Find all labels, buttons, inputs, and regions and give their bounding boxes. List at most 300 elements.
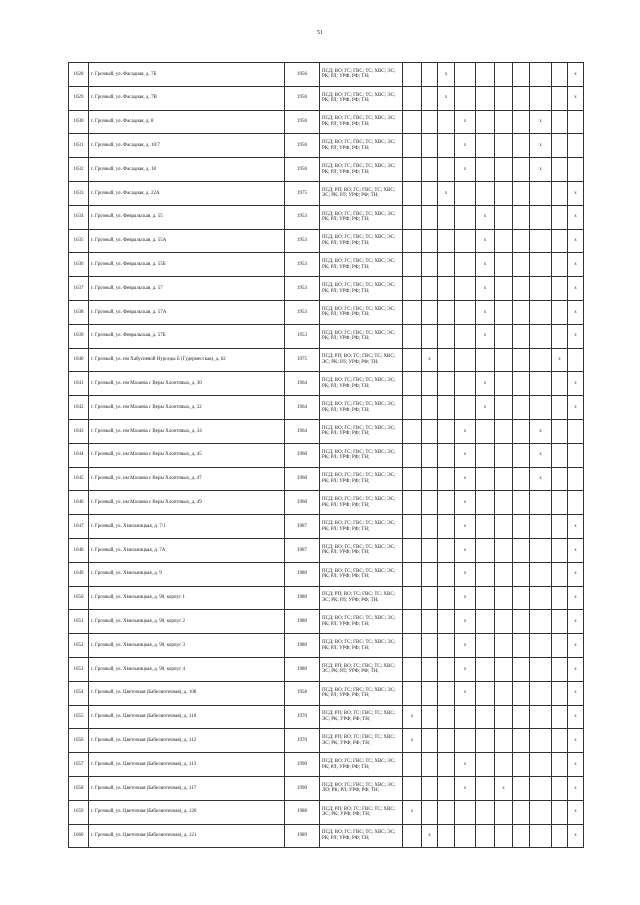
address-cell: г. Грозный, ул. Фасадная, д. 18 (89, 158, 285, 182)
table-row (69, 253, 584, 277)
mark-cell (476, 110, 495, 134)
year-cell: 1956 (285, 134, 320, 158)
mark-cell (495, 63, 513, 87)
mark-cell (403, 443, 422, 467)
mark-cell (476, 515, 495, 539)
works-cell: ПСД; ВО; ГС; ГВС; ТС; ХВС; ЭС; РК; РЛ; УРФ; РФ; ТН; (320, 396, 403, 420)
row-number-cell: 1634 (69, 205, 89, 229)
mark-cell (476, 657, 495, 681)
row-number-cell: 1636 (69, 253, 89, 277)
year-cell: 1987 (285, 538, 320, 562)
mark-cell (403, 753, 422, 777)
mark-cell (552, 396, 568, 420)
mark-cell: x (552, 348, 568, 372)
mark-cell: x (568, 753, 584, 777)
mark-cell (513, 396, 530, 420)
mark-cell (552, 253, 568, 277)
mark-cell (438, 324, 455, 348)
mark-cell: x (422, 824, 438, 848)
works-cell: ПСД; РП; ВО; ГС; ГВС; ТС; ХВС; ЭС; РК; УРФ; РФ; ТН; (320, 729, 403, 753)
works-cell: ПСД; ВО; ГС; ГВС; ТС; ХВС; ЭС; РК; РЛ; УРФ; РФ; ТН; (320, 634, 403, 658)
mark-cell: x (476, 253, 495, 277)
works-cell: ПСД; ВО; ГС; ГВС; ТС; ХВС; ЭС; РК; РЛ; УРФ; РФ; ТН; (320, 419, 403, 443)
year-cell: 1956 (285, 158, 320, 182)
table-row (69, 348, 584, 372)
address-cell: г. Грозный, ул. Фасадная, д. 8 (89, 110, 285, 134)
row-number-cell: 1632 (69, 158, 89, 182)
mark-cell: x (530, 443, 552, 467)
mark-cell (513, 277, 530, 301)
mark-cell (403, 300, 422, 324)
address-cell: г. Грозный, ул. им Мазаева с Веры Хлоптовых, д. 30 (89, 372, 285, 396)
mark-cell: x (422, 348, 438, 372)
mark-cell (455, 729, 476, 753)
mark-cell (495, 753, 513, 777)
address-cell: г. Грозный, ул. Февральская, д. 57А (89, 300, 285, 324)
mark-cell (476, 467, 495, 491)
mark-cell (513, 181, 530, 205)
mark-cell (438, 634, 455, 658)
mark-cell (438, 538, 455, 562)
row-number-cell: 1645 (69, 467, 89, 491)
mark-cell (495, 586, 513, 610)
address-cell: г. Грозный, ул. Февральская, д. 55А (89, 229, 285, 253)
mark-cell (422, 63, 438, 87)
mark-cell (403, 776, 422, 800)
mark-cell (530, 300, 552, 324)
mark-cell (438, 657, 455, 681)
mark-cell: x (438, 63, 455, 87)
mark-cell (455, 324, 476, 348)
mark-cell (422, 110, 438, 134)
table-row (69, 110, 584, 134)
mark-cell: x (568, 277, 584, 301)
mark-cell (422, 800, 438, 824)
mark-cell: x (476, 277, 495, 301)
year-cell: 1987 (285, 515, 320, 539)
mark-cell (403, 586, 422, 610)
mark-cell (513, 515, 530, 539)
mark-cell (530, 586, 552, 610)
mark-cell (552, 657, 568, 681)
mark-cell (513, 205, 530, 229)
mark-cell (422, 253, 438, 277)
address-cell: г. Грозный, ул. Фасадная, д. 7Б (89, 63, 285, 87)
mark-cell (530, 181, 552, 205)
mark-cell (403, 538, 422, 562)
table-row (69, 396, 584, 420)
mark-cell (513, 634, 530, 658)
mark-cell (530, 538, 552, 562)
address-cell: г. Грозный, ул. Цветочная (Бабелиотечная), д. 110 (89, 705, 285, 729)
mark-cell (513, 753, 530, 777)
mark-cell (552, 229, 568, 253)
mark-cell (568, 110, 584, 134)
mark-cell (403, 681, 422, 705)
page-number: 51 (317, 30, 323, 36)
mark-cell (552, 705, 568, 729)
mark-cell (552, 824, 568, 848)
mark-cell (530, 205, 552, 229)
mark-cell (422, 491, 438, 515)
mark-cell (530, 562, 552, 586)
table-row (69, 681, 584, 705)
mark-cell (476, 491, 495, 515)
table-row (69, 800, 584, 824)
row-number-cell: 1655 (69, 705, 89, 729)
mark-cell: x (455, 158, 476, 182)
address-cell: г. Грозный, ул. Цветочная (Бабелиотечная), д. 120 (89, 800, 285, 824)
mark-cell (403, 372, 422, 396)
row-number-cell: 1637 (69, 277, 89, 301)
mark-cell: x (455, 443, 476, 467)
mark-cell (438, 205, 455, 229)
mark-cell (495, 253, 513, 277)
mark-cell (438, 372, 455, 396)
mark-cell: x (530, 110, 552, 134)
registry-table (68, 62, 584, 848)
works-cell: ПСД; ВО; ГС; ГВС; ТС; ХВС; ЭС; РК; РЛ; УРФ; РФ; ТН; (320, 515, 403, 539)
mark-cell (438, 729, 455, 753)
mark-cell (476, 63, 495, 87)
mark-cell: x (455, 562, 476, 586)
works-cell: ПСД; ВО; ГС; ГВС; ТС; ХВС; ЭС; РК; РЛ; УРФ; РФ; ТН; (320, 110, 403, 134)
year-cell: 1980 (285, 610, 320, 634)
table-row (69, 443, 584, 467)
mark-cell (513, 657, 530, 681)
address-cell: г. Грозный, ул. им Мазаева с Веры Хлоптовых, д. 34 (89, 419, 285, 443)
mark-cell (403, 610, 422, 634)
mark-cell: x (530, 419, 552, 443)
mark-cell (438, 705, 455, 729)
mark-cell (455, 229, 476, 253)
mark-cell (552, 538, 568, 562)
works-cell: ПСД; ВО; ГС; ГВС; ТС; ХВС; ЭС; РК; РЛ; УРФ; РФ; ТН; (320, 277, 403, 301)
mark-cell (552, 134, 568, 158)
mark-cell: x (568, 824, 584, 848)
mark-cell (455, 372, 476, 396)
mark-cell (495, 181, 513, 205)
mark-cell: x (476, 372, 495, 396)
year-cell: 1953 (285, 229, 320, 253)
address-cell: г. Грозный, ул. Фасадная, д. 7В (89, 86, 285, 110)
works-cell: ПСД; ВО; ГС; ГВС; ТС; ХВС; ЭС; РК; РЛ; УРФ; РФ; ТН; (320, 681, 403, 705)
mark-cell (438, 753, 455, 777)
row-number-cell: 1651 (69, 610, 89, 634)
mark-cell (455, 800, 476, 824)
mark-cell (422, 419, 438, 443)
address-cell: г. Грозный, ул. Февральская, д. 55Б (89, 253, 285, 277)
mark-cell (552, 491, 568, 515)
works-cell: ПСД; РП; ВО; ГС; ГВС; ТС; ХВС; ЭС; РК; РЛ; УРФ; РФ; ТН; (320, 348, 403, 372)
mark-cell (455, 181, 476, 205)
mark-cell: x (476, 396, 495, 420)
mark-cell (422, 300, 438, 324)
year-cell: 1956 (285, 86, 320, 110)
mark-cell (403, 253, 422, 277)
address-cell: г. Грозный, ул. Февральская, д. 55 (89, 205, 285, 229)
table-row (69, 86, 584, 110)
row-number-cell: 1649 (69, 562, 89, 586)
mark-cell (495, 610, 513, 634)
mark-cell (552, 324, 568, 348)
mark-cell (568, 419, 584, 443)
mark-cell: x (403, 729, 422, 753)
mark-cell (403, 562, 422, 586)
mark-cell: x (455, 776, 476, 800)
mark-cell: x (568, 229, 584, 253)
row-number-cell: 1646 (69, 491, 89, 515)
table-row (69, 634, 584, 658)
mark-cell (495, 324, 513, 348)
mark-cell (495, 800, 513, 824)
mark-cell: x (568, 610, 584, 634)
works-cell: ПСД; ВО; ГС; ГВС; ТС; ХВС; ЭС; РК; РЛ; УРФ; РФ; ТН; (320, 205, 403, 229)
mark-cell (438, 229, 455, 253)
mark-cell (476, 158, 495, 182)
address-cell: г. Грозный, ул. им Мазаева с Веры Хлоптовых, д. 45 (89, 443, 285, 467)
mark-cell (495, 158, 513, 182)
mark-cell (422, 657, 438, 681)
mark-cell (552, 776, 568, 800)
mark-cell (438, 300, 455, 324)
mark-cell: x (476, 205, 495, 229)
mark-cell (530, 800, 552, 824)
works-cell: ПСД; ВО; ГС; ГВС; ТС; ХВС; ЭС; ЛО; РК; РЛ; УРФ; РФ; ТН; (320, 776, 403, 800)
works-cell: ПСД; РП; ВО; ГС; ГВС; ТС; ХВС; ЭС; РК; УРФ; РФ; ТН; (320, 705, 403, 729)
mark-cell (495, 729, 513, 753)
year-cell: 1964 (285, 372, 320, 396)
table-row (69, 134, 584, 158)
works-cell: ПСД; ВО; ГС; ГВС; ТС; ХВС; ЭС; РК; РЛ; УРФ; РФ; ТН; (320, 372, 403, 396)
mark-cell (438, 158, 455, 182)
table-row (69, 205, 584, 229)
year-cell: 1953 (285, 277, 320, 301)
year-cell: 1975 (285, 181, 320, 205)
mark-cell (438, 800, 455, 824)
year-cell: 1956 (285, 110, 320, 134)
year-cell: 1980 (285, 657, 320, 681)
address-cell: г. Грозный, ул. Хмельницкая, д. 7А (89, 538, 285, 562)
mark-cell (495, 277, 513, 301)
works-cell: ПСД; ВО; ГС; ГВС; ТС; ХВС; ЭС; РК; РЛ; УРФ; РФ; ТН; (320, 158, 403, 182)
mark-cell: x (455, 491, 476, 515)
mark-cell (438, 824, 455, 848)
mark-cell (513, 348, 530, 372)
table-row (69, 491, 584, 515)
address-cell: г. Грозный, ул. Хмельницкая, д. 90, корпус 4 (89, 657, 285, 681)
mark-cell (476, 348, 495, 372)
mark-cell: x (568, 300, 584, 324)
address-cell: г. Грозный, ул. Цветочная (Бабелиотечная), д. 113 (89, 753, 285, 777)
year-cell: 1990 (285, 776, 320, 800)
mark-cell (403, 396, 422, 420)
mark-cell (530, 63, 552, 87)
mark-cell (438, 586, 455, 610)
mark-cell (530, 753, 552, 777)
mark-cell: x (568, 515, 584, 539)
year-cell: 1956 (285, 63, 320, 87)
mark-cell: x (476, 300, 495, 324)
address-cell: г. Грозный, ул. Хмельницкая, д. 90, корпус 1 (89, 586, 285, 610)
mark-cell: x (455, 419, 476, 443)
mark-cell (552, 681, 568, 705)
mark-cell (495, 491, 513, 515)
table-row (69, 229, 584, 253)
mark-cell (476, 800, 495, 824)
mark-cell (438, 396, 455, 420)
mark-cell (438, 515, 455, 539)
mark-cell (552, 515, 568, 539)
mark-cell: x (455, 515, 476, 539)
row-number-cell: 1656 (69, 729, 89, 753)
works-cell: ПСД; ВО; ГС; ГВС; ТС; ХВС; ЭС; РК; РЛ; УРФ; РФ; ТН; (320, 824, 403, 848)
mark-cell: x (455, 586, 476, 610)
mark-cell (513, 372, 530, 396)
mark-cell: x (568, 800, 584, 824)
row-number-cell: 1633 (69, 181, 89, 205)
mark-cell (495, 110, 513, 134)
mark-cell (513, 491, 530, 515)
works-cell: ПСД; РП; ВО; ГС; ГВС; ТС; ХВС; ЭС; РК; РЛ; УРФ; РФ; ТН; (320, 181, 403, 205)
table-row (69, 372, 584, 396)
mark-cell (513, 681, 530, 705)
mark-cell: x (455, 753, 476, 777)
mark-cell (422, 396, 438, 420)
mark-cell (495, 419, 513, 443)
table-row (69, 63, 584, 87)
mark-cell (422, 372, 438, 396)
mark-cell (438, 253, 455, 277)
mark-cell (513, 800, 530, 824)
mark-cell (455, 277, 476, 301)
mark-cell (552, 419, 568, 443)
address-cell: г. Грозный, ул. Цветочная (Бабелиотечная), д. 117 (89, 776, 285, 800)
table-row (69, 467, 584, 491)
mark-cell (476, 181, 495, 205)
year-cell: 1953 (285, 205, 320, 229)
mark-cell: x (568, 63, 584, 87)
year-cell: 1970 (285, 705, 320, 729)
mark-cell (476, 86, 495, 110)
mark-cell (422, 729, 438, 753)
row-number-cell: 1657 (69, 753, 89, 777)
works-cell: ПСД; ВО; ГС; ГВС; ТС; ХВС; ЭС; РК; РЛ; УРФ; РФ; ТН; (320, 86, 403, 110)
mark-cell (513, 443, 530, 467)
row-number-cell: 1648 (69, 538, 89, 562)
mark-cell (403, 657, 422, 681)
address-cell: г. Грозный, ул. Фасадная, д. 10/7 (89, 134, 285, 158)
table-row (69, 158, 584, 182)
mark-cell (568, 348, 584, 372)
mark-cell (552, 158, 568, 182)
address-cell: г. Грозный, ул. Хмельницкая, д. 90, корпус 2 (89, 610, 285, 634)
mark-cell (476, 134, 495, 158)
table-row (69, 824, 584, 848)
mark-cell (438, 134, 455, 158)
mark-cell (552, 562, 568, 586)
mark-cell (422, 229, 438, 253)
mark-cell (530, 253, 552, 277)
mark-cell: x (568, 205, 584, 229)
table-row (69, 705, 584, 729)
mark-cell (403, 110, 422, 134)
mark-cell (403, 158, 422, 182)
row-number-cell: 1640 (69, 348, 89, 372)
table-row (69, 610, 584, 634)
mark-cell (422, 467, 438, 491)
year-cell: 1988 (285, 800, 320, 824)
mark-cell: x (438, 181, 455, 205)
mark-cell (495, 205, 513, 229)
mark-cell (552, 443, 568, 467)
mark-cell (403, 634, 422, 658)
mark-cell (513, 324, 530, 348)
mark-cell (455, 824, 476, 848)
mark-cell (495, 515, 513, 539)
mark-cell (552, 634, 568, 658)
mark-cell (513, 467, 530, 491)
mark-cell: x (530, 467, 552, 491)
mark-cell (552, 729, 568, 753)
mark-cell (422, 705, 438, 729)
mark-cell (530, 515, 552, 539)
year-cell: 1960 (285, 443, 320, 467)
row-number-cell: 1642 (69, 396, 89, 420)
year-cell: 1980 (285, 634, 320, 658)
address-cell: г. Грозный, ул. Цветочная (Бабелиотечная), д. 112 (89, 729, 285, 753)
mark-cell (476, 634, 495, 658)
table-row (69, 419, 584, 443)
mark-cell (513, 562, 530, 586)
mark-cell (476, 443, 495, 467)
works-cell: ПСД; ВО; ГС; ГВС; ТС; ХВС; ЭС; РК; РЛ; УРФ; РФ; ТН; (320, 610, 403, 634)
mark-cell (552, 753, 568, 777)
mark-cell (403, 491, 422, 515)
mark-cell (495, 229, 513, 253)
mark-cell (552, 110, 568, 134)
mark-cell (422, 538, 438, 562)
mark-cell (513, 110, 530, 134)
row-number-cell: 1639 (69, 324, 89, 348)
row-number-cell: 1638 (69, 300, 89, 324)
mark-cell (530, 491, 552, 515)
mark-cell (403, 467, 422, 491)
mark-cell (438, 110, 455, 134)
year-cell: 1964 (285, 396, 320, 420)
row-number-cell: 1630 (69, 110, 89, 134)
mark-cell: x (568, 324, 584, 348)
mark-cell (530, 657, 552, 681)
works-cell: ПСД; ВО; ГС; ГВС; ТС; ХВС; ЭС; РК; РЛ; УРФ; РФ; ТН; (320, 324, 403, 348)
mark-cell (530, 372, 552, 396)
mark-cell (513, 134, 530, 158)
registry-rows (69, 63, 584, 848)
mark-cell (513, 158, 530, 182)
address-cell: г. Грозный, ул. Хмельницкая, д. 7/1 (89, 515, 285, 539)
mark-cell (513, 229, 530, 253)
mark-cell: x (455, 467, 476, 491)
mark-cell (403, 515, 422, 539)
works-cell: ПСД; ВО; ГС; ГВС; ТС; ХВС; ЭС; РК; РЛ; УРФ; РФ; ТН; (320, 134, 403, 158)
year-cell: 1953 (285, 300, 320, 324)
address-cell: г. Грозный, ул. Февральская, д. 57 (89, 277, 285, 301)
works-cell: ПСД; ВО; ГС; ГВС; ТС; ХВС; ЭС; РК; РЛ; УРФ; РФ; ТН; (320, 753, 403, 777)
table-row (69, 562, 584, 586)
mark-cell (530, 776, 552, 800)
table-row (69, 277, 584, 301)
row-number-cell: 1660 (69, 824, 89, 848)
